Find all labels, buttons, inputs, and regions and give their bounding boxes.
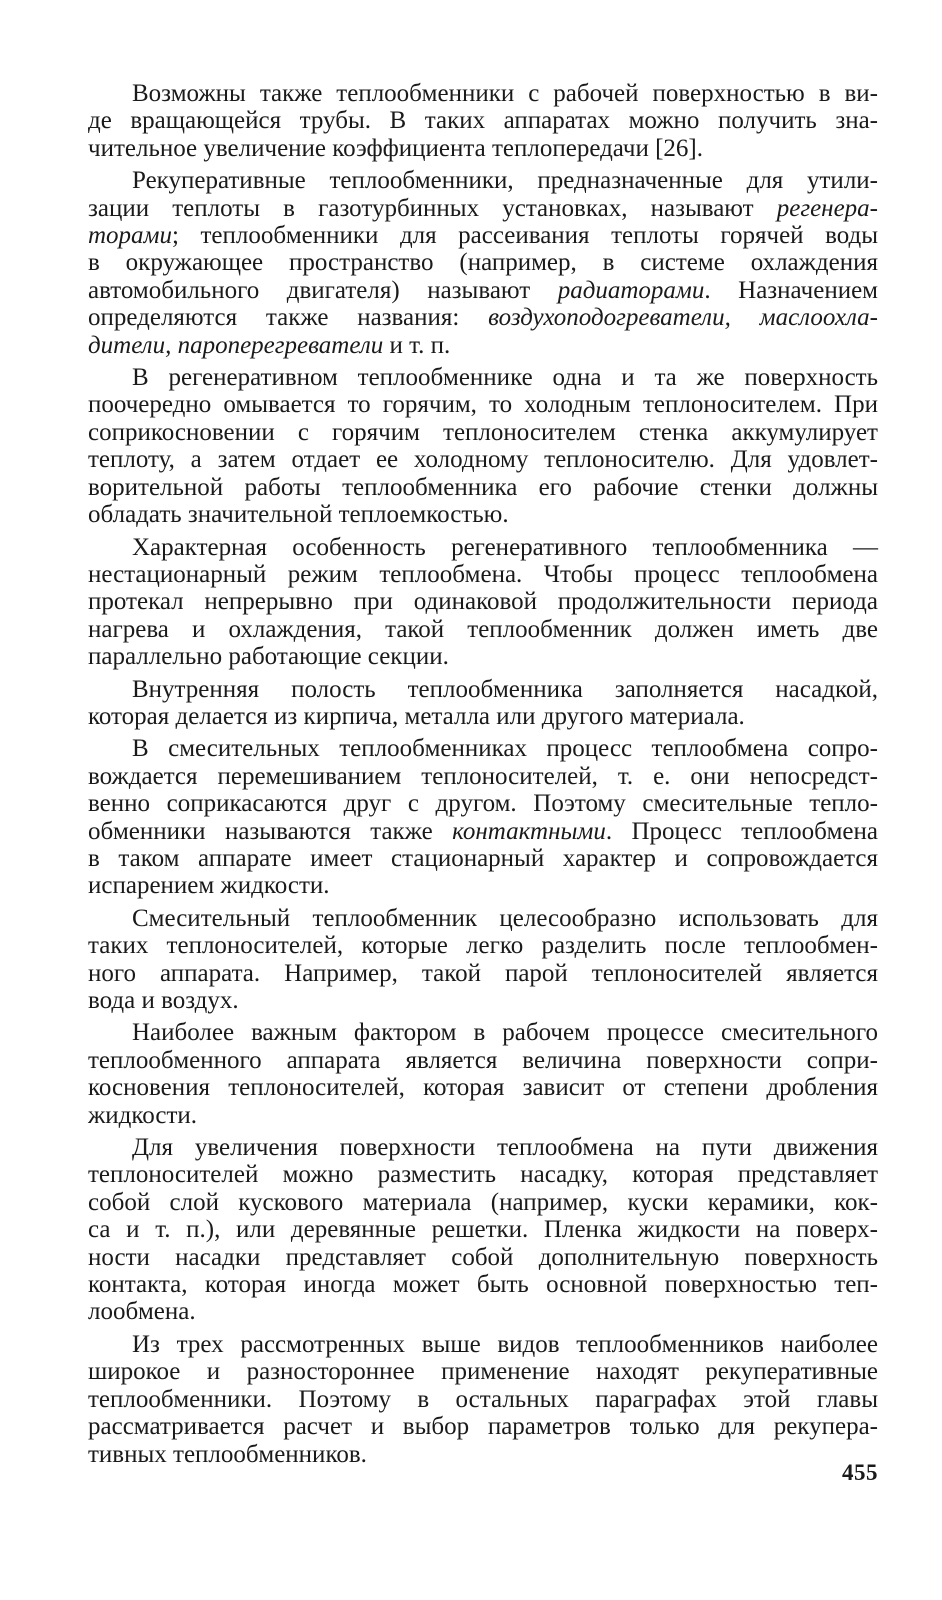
text-line: теплоносителей можно разместить насадку, которая представляет [88,1161,878,1189]
text-line: в таком аппарате имеет стационарный характер и сопровождается [88,844,878,872]
text-line: обменники называются также контактными. Процесс теплообмена [88,817,878,845]
paragraph [88,534,878,671]
text-line: Для увеличения поверхности теплообмена на пути движения [132,1134,878,1162]
text-line: обладать значительной теплоемкостью. [88,501,509,529]
text-line: контакта, которая иногда может быть основной поверхностью теп- [88,1271,878,1299]
text-line: Рекуперативные теплообменники, предназначенные для утили- [132,167,878,195]
paragraph [88,676,878,731]
text-line: Наиболее важным фактором в рабочем процессе смесительного [132,1019,878,1047]
text-line: чительное увеличение коэффициента теплопередачи [26]. [88,134,704,162]
paragraph [88,167,878,359]
text-line: косновения теплоносителей, которая зависит от степени дробления [88,1074,878,1102]
text-line: рассматривается расчет и выбор параметров только для рекупера- [88,1413,878,1441]
paragraph [88,80,878,162]
text-line: в окружающее пространство (например, в системе охлаждения [88,249,878,277]
text-line: испарением жидкости. [88,872,330,900]
text-line: лообмена. [88,1298,196,1326]
text-line: нагрева и охлаждения, такой теплообменник должен иметь две [88,615,878,643]
text-line: теплообменники. Поэтому в остальных параграфах этой главы [88,1385,878,1413]
text-line: таких теплоносителей, которые легко разделить после теплообмен- [88,932,878,960]
text-line: В регенеративном теплообменнике одна и та же поверхность [132,364,878,392]
text-line: торами; теплообменники для рассеивания теплоты горячей воды [88,222,878,250]
text-line: параллельно работающие секции. [88,643,449,671]
text-line: вода и воздух. [88,987,239,1014]
paragraph [88,735,878,899]
text-line: жидкости. [88,1101,198,1129]
page-number: 455 [842,1460,878,1485]
text-line: поочередно омывается то горячим, то холодным теплоносителем. При [88,391,878,419]
text-line: теплообменного аппарата является величина поверхности сопри- [88,1046,878,1074]
text-line: автомобильного двигателя) называют радиаторами. Назначением [88,276,878,304]
text-line: Внутренняя полость теплообменника заполняется насадкой, [132,675,878,703]
text-line: Характерная особенность регенеративного теплообменника — [132,533,878,561]
text-line: ного аппарата. Например, такой парой теплоносителей является [88,959,878,987]
text-line: которая делается из кирпича, металла или другого материала. [88,702,745,730]
text-line: дители, пароперегреватели и т. п. [88,331,451,359]
paragraph [88,364,878,528]
text-line: тивных теплообменников. [88,1440,367,1468]
text-line: ворительной работы теплообменника его рабочие стенки должны [88,473,878,501]
text-line: Из трех рассмотренных выше видов теплообменников наиболее [132,1330,878,1358]
text-line: теплоту, а затем отдает ее холодному теплоносителю. Для удовлет- [88,446,878,474]
paragraph [88,905,878,1015]
text-line: В смесительных теплообменниках процесс теплообмена сопро- [132,735,878,763]
text-line: Возможны также теплообменники с рабочей поверхностью в ви- [132,80,878,107]
text-line: протекал непрерывно при одинаковой продолжительности периода [88,588,878,616]
text-line: са и т. п.), или деревянные решетки. Пленка жидкости на поверх- [88,1216,878,1244]
text-line: ности насадки представляет собой дополнительную поверхность [88,1243,878,1271]
text-line: венно соприкасаются друг с другом. Поэтому смесительные тепло- [88,790,878,818]
text-line: зации теплоты в газотурбинных установках, называют регенера- [88,194,878,222]
text-line: вождается перемешиванием теплоносителей, т. е. они непосредст- [88,762,878,790]
text-line: нестационарный режим теплообмена. Чтобы процесс теплообмена [88,560,878,588]
text-line: определяются также названия: воздухоподогреватели, маслоохла- [88,304,878,332]
page-body [88,80,878,1473]
paragraph [88,1331,878,1468]
text-line: широкое и разностороннее применение находят рекуперативные [88,1358,878,1386]
text-line: де вращающейся трубы. В таких аппаратах можно получить зна- [88,107,878,135]
text-line: собой слой кускового материала (например, куски керамики, кок- [88,1188,878,1216]
paragraph [88,1019,878,1129]
text-line: Смесительный теплообменник целесообразно использовать для [132,904,878,932]
text-line: соприкосновении с горячим теплоносителем стенка аккумулирует [88,418,878,446]
paragraph [88,1134,878,1326]
